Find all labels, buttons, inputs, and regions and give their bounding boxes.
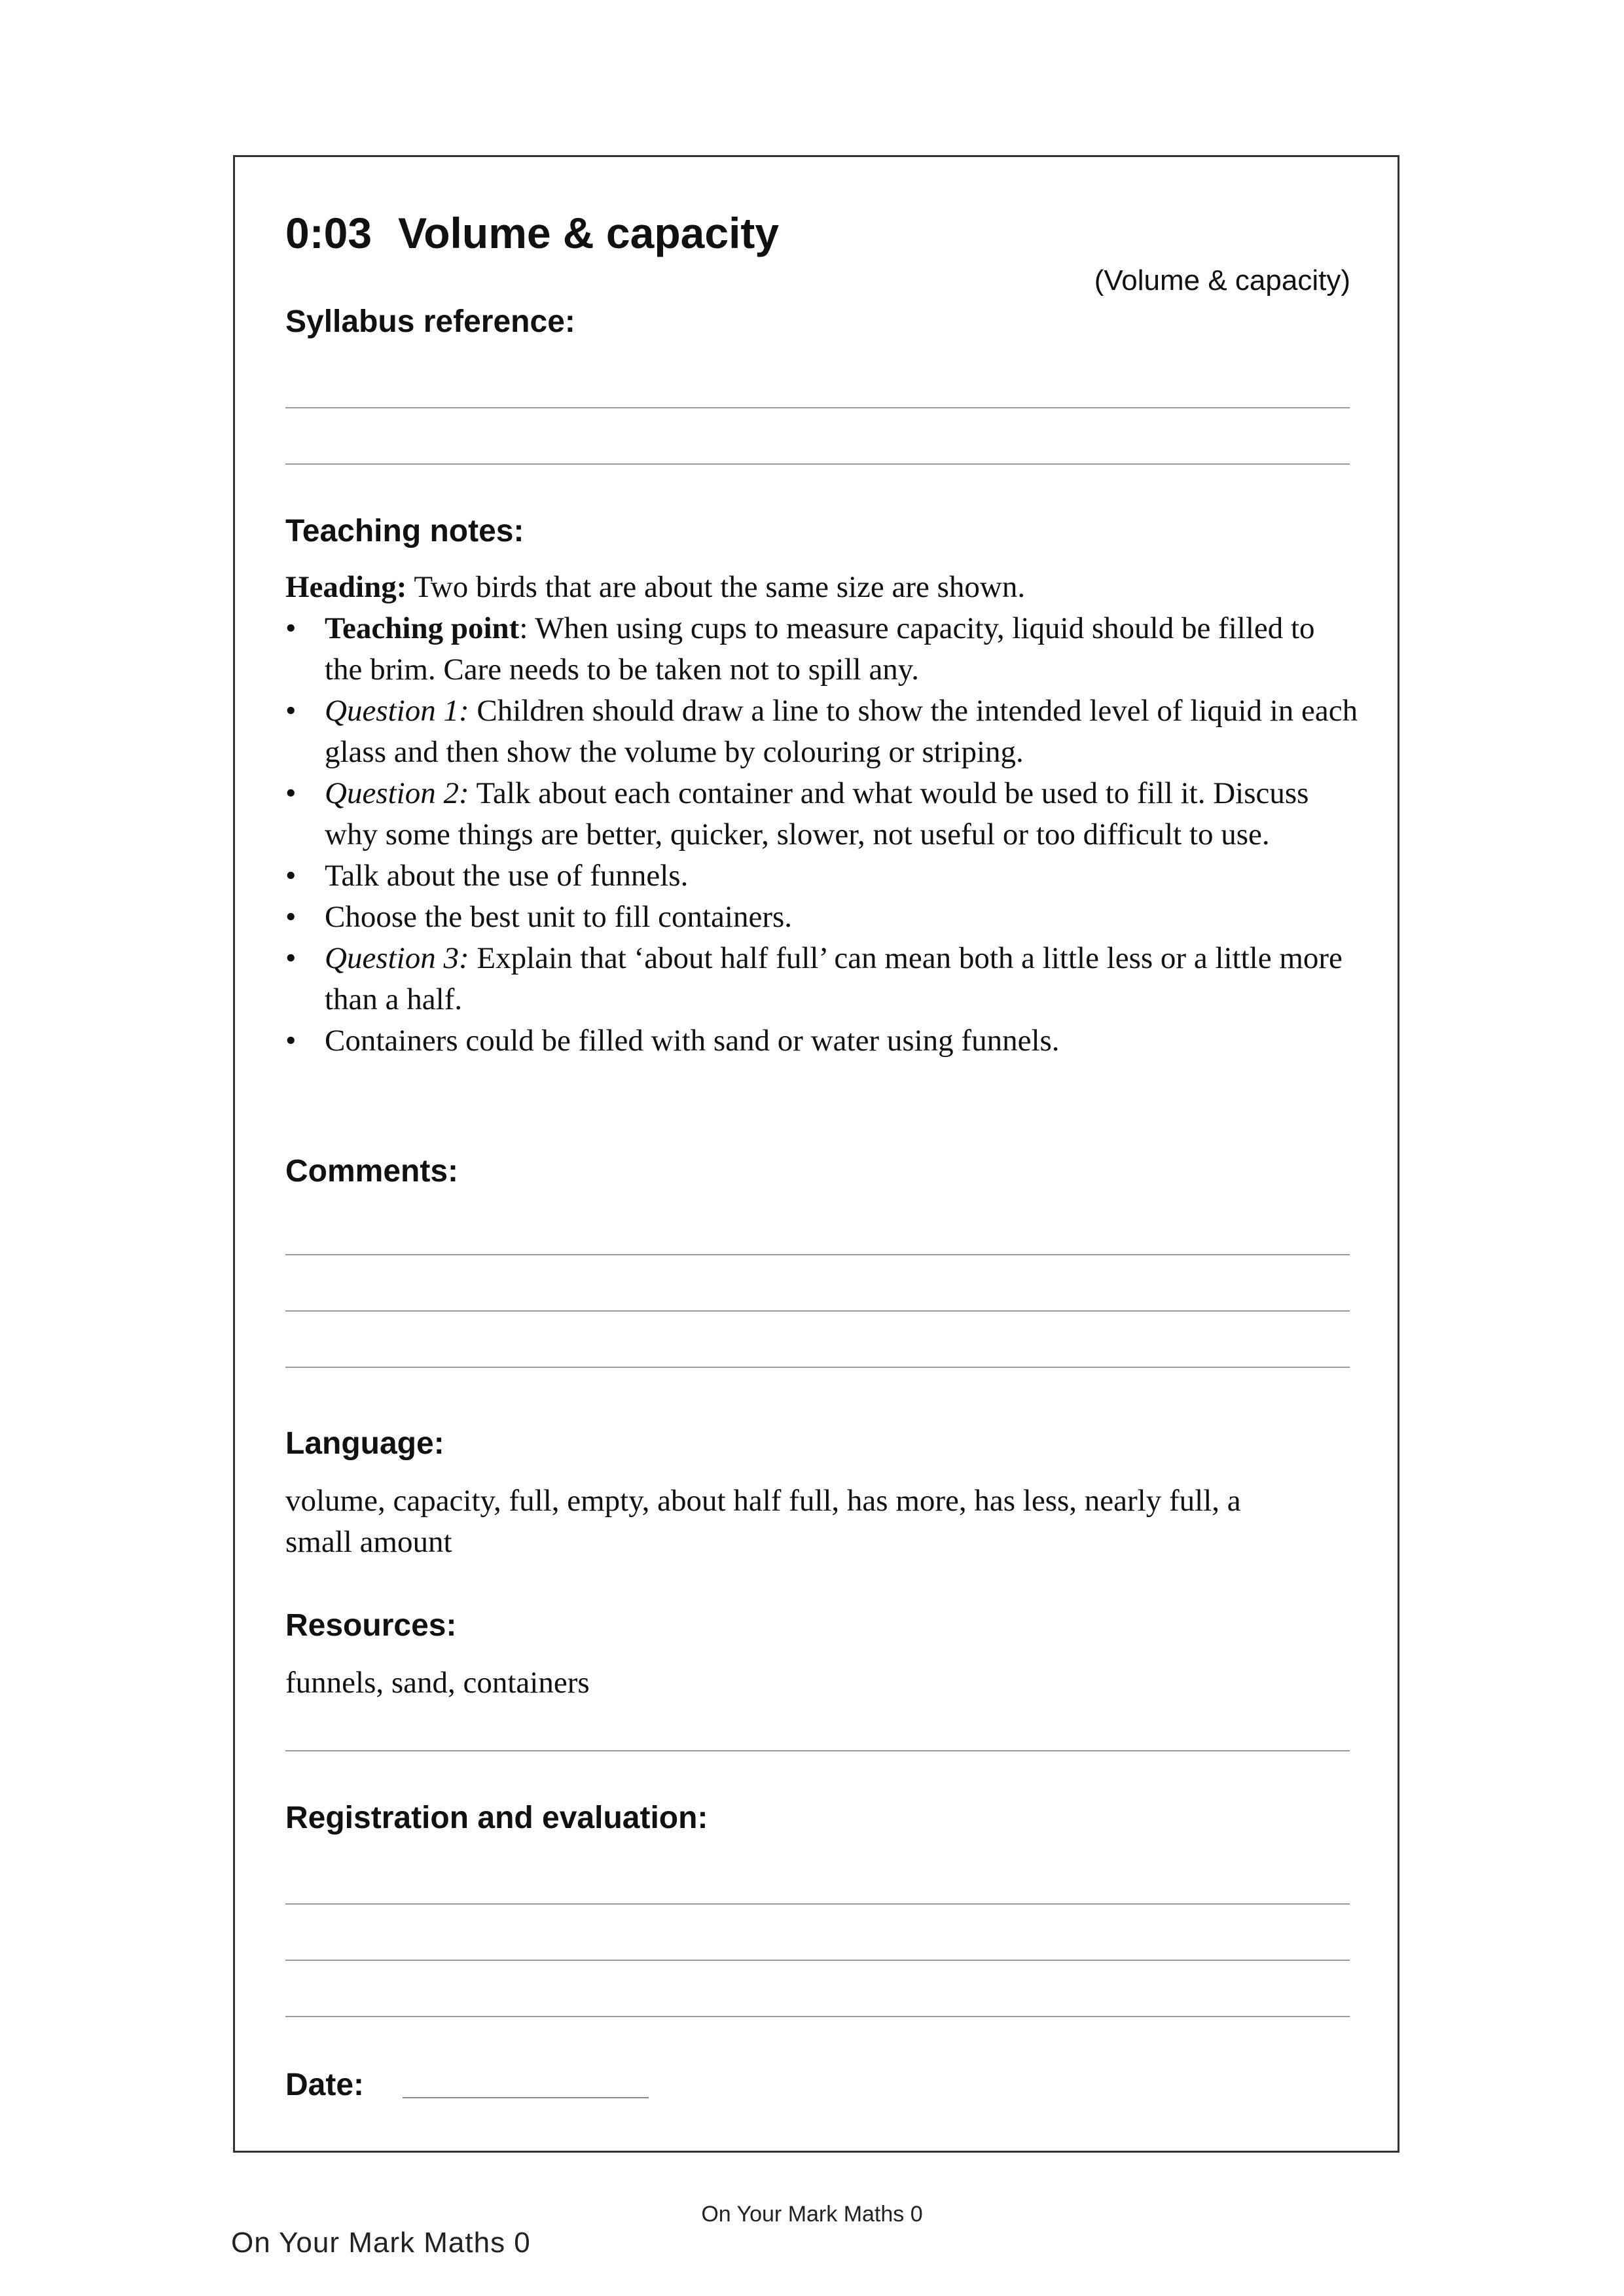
page-title bbox=[285, 208, 779, 258]
bullet-marker: • bbox=[285, 941, 297, 975]
bullet-lead: Teaching point bbox=[325, 611, 520, 645]
syllabus-heading: Syllabus reference: bbox=[285, 304, 575, 339]
notes-bullet-item bbox=[285, 855, 1359, 897]
teaching-notes-body bbox=[285, 567, 1359, 1062]
syllabus-line-2[interactable] bbox=[285, 463, 1350, 465]
bullet-marker: • bbox=[285, 694, 297, 728]
language-heading: Language: bbox=[285, 1426, 444, 1461]
registration-line-1[interactable] bbox=[285, 1903, 1350, 1905]
bullet-text: Explain that ‘about half full’ can mean both a little less or a little more than a half. bbox=[325, 941, 1343, 1016]
syllabus-line-1[interactable] bbox=[285, 407, 1350, 408]
notes-bullet-list bbox=[285, 608, 1359, 1062]
notes-bullet-item bbox=[285, 691, 1359, 773]
notes-bullet-item bbox=[285, 897, 1359, 938]
topic-label: (Volume & capacity) bbox=[1094, 264, 1350, 296]
registration-line-3[interactable] bbox=[285, 2016, 1350, 2017]
bullet-text: : When using cups to measure capacity, liquid should be filled to the brim. Care needs to be taken not to spill any. bbox=[325, 611, 1315, 687]
bullet-lead: Question 2: bbox=[325, 776, 469, 810]
bullet-text: Containers could be filled with sand or water using funnels. bbox=[325, 1024, 1060, 1058]
notes-bullet-item bbox=[285, 938, 1359, 1020]
lesson-title: Volume & capacity bbox=[398, 209, 780, 257]
comments-line-3[interactable] bbox=[285, 1367, 1350, 1368]
notes-heading-label: Heading: bbox=[285, 570, 407, 604]
lesson-number: 0:03 bbox=[285, 209, 372, 257]
comments-line-2[interactable] bbox=[285, 1310, 1350, 1312]
bullet-text: Choose the best unit to fill containers. bbox=[325, 900, 793, 934]
bullet-text: Talk about the use of funnels. bbox=[325, 859, 689, 893]
registration-heading: Registration and evaluation: bbox=[285, 1801, 708, 1835]
bullet-marker: • bbox=[285, 1024, 297, 1058]
date-field-line[interactable] bbox=[403, 2097, 649, 2098]
resources-line[interactable] bbox=[285, 1750, 1350, 1751]
bullet-text: Talk about each container and what would be used to fill it. Discuss why some things are better, quicker, slower, not useful or too difficult to use. bbox=[325, 776, 1309, 852]
comments-heading: Comments: bbox=[285, 1154, 459, 1189]
bullet-marker: • bbox=[285, 611, 297, 645]
bullet-marker: • bbox=[285, 776, 297, 810]
date-label: Date: bbox=[285, 2068, 365, 2102]
teaching-notes-heading: Teaching notes: bbox=[285, 514, 524, 548]
comments-line-1[interactable] bbox=[285, 1254, 1350, 1255]
footer-center: On Your Mark Maths 0 bbox=[701, 2202, 923, 2227]
notes-bullet-item bbox=[285, 1020, 1359, 1062]
bullet-marker: • bbox=[285, 859, 297, 893]
bullet-text: Children should draw a line to show the intended level of liquid in each glass and then show the volume by colouring or striping. bbox=[325, 694, 1358, 769]
registration-line-2[interactable] bbox=[285, 1960, 1350, 1961]
notes-heading-line bbox=[285, 567, 1359, 608]
bullet-lead: Question 3: bbox=[325, 941, 469, 975]
notes-bullet-item bbox=[285, 773, 1359, 855]
resources-heading: Resources: bbox=[285, 1608, 457, 1643]
bullet-marker: • bbox=[285, 900, 297, 934]
resources-text: funnels, sand, containers bbox=[285, 1666, 590, 1700]
notes-heading-text: Two birds that are about the same size are shown. bbox=[406, 570, 1026, 604]
notes-bullet-item bbox=[285, 608, 1359, 691]
bullet-lead: Question 1: bbox=[325, 694, 469, 728]
footer-left: On Your Mark Maths 0 bbox=[231, 2227, 531, 2259]
language-text: volume, capacity, full, empty, about half full, has more, has less, nearly full, a small amount bbox=[285, 1484, 1241, 1559]
